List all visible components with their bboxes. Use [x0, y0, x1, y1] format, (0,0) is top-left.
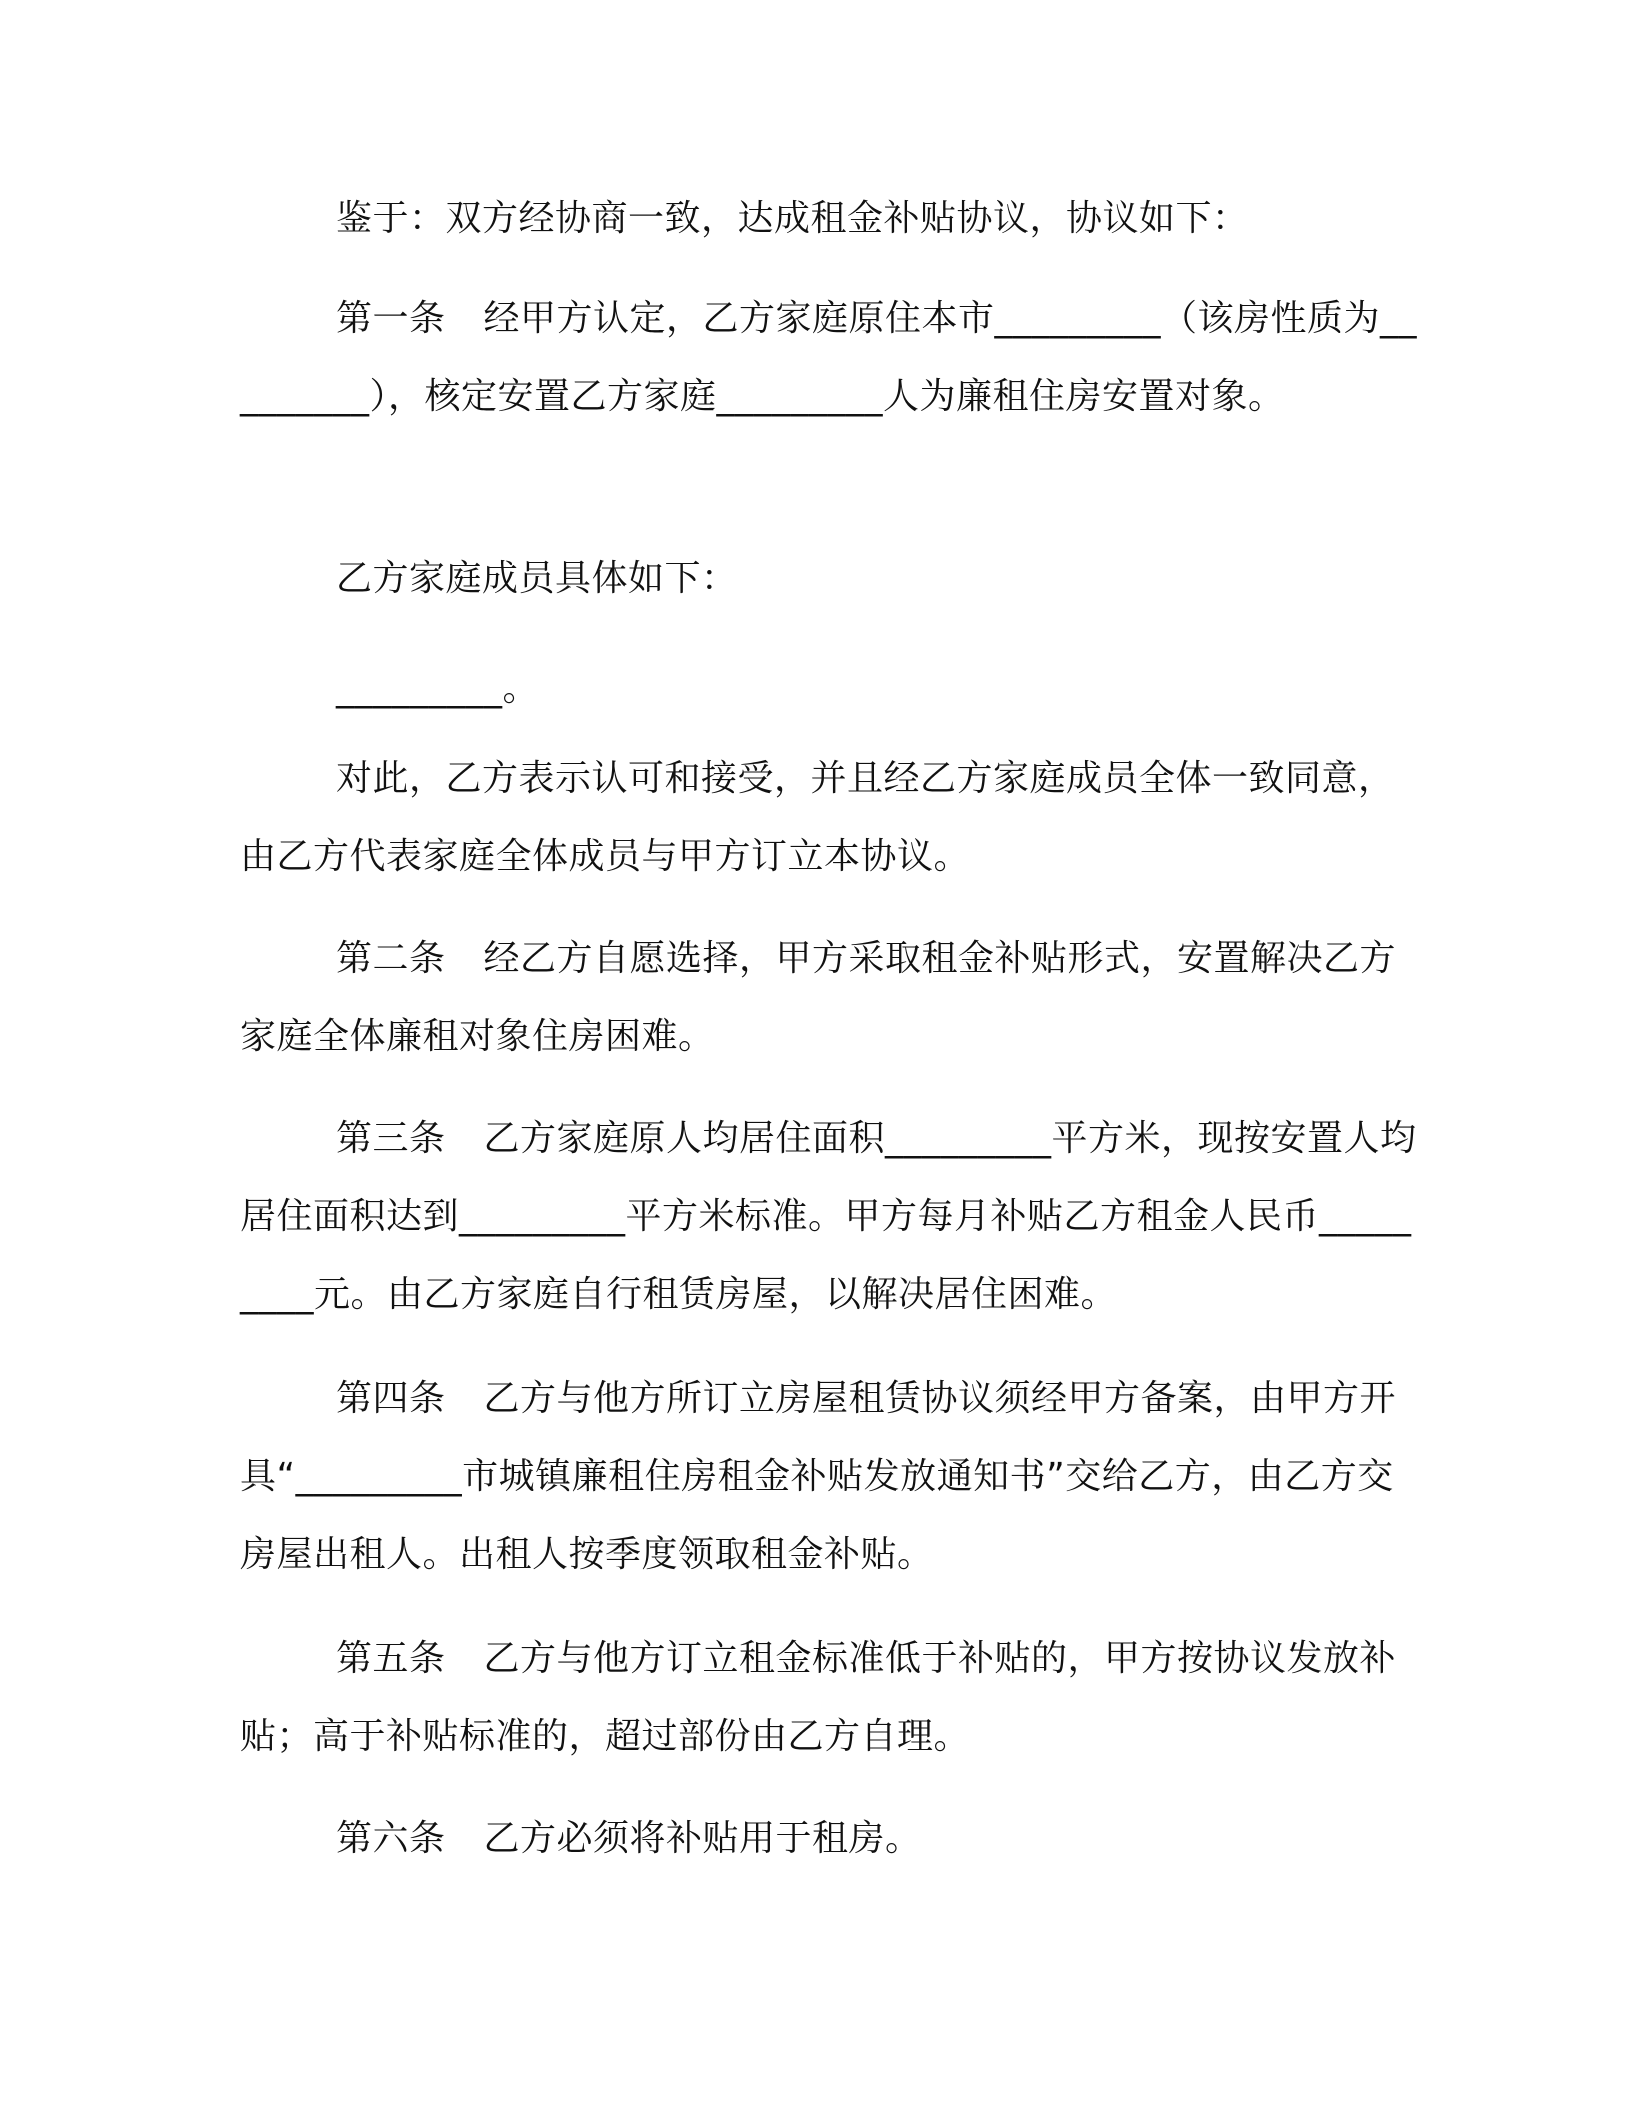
article-6-text: 乙方必须将补贴用于租房。 [483, 1818, 922, 1859]
members-blank-paragraph [240, 650, 1420, 728]
article-2-paragraph [240, 920, 1420, 1076]
preamble-text: 鉴于：双方经协商一致，达成租金补贴协议，协议如下： [336, 198, 1249, 239]
members-blank-text: _________。 [336, 668, 540, 709]
article-6-label: 第六条 [336, 1818, 446, 1859]
article-3-label: 第三条 [336, 1118, 446, 1159]
article-4-text: 乙方与他方所订立房屋租赁协议须经甲方备案，由甲方开具“_________市城镇廉租住房租金补贴发放通知书”交给乙方，由乙方交房屋出租人。出租人按季度领取租金补贴。 [240, 1378, 1397, 1575]
preamble-paragraph [240, 180, 1420, 258]
article-5-text: 乙方与他方订立租金标准低于补贴的，甲方按协议发放补贴；高于补贴标准的，超过部份由乙方自理。 [240, 1638, 1397, 1757]
article-4-label: 第四条 [336, 1378, 446, 1419]
article-5-paragraph [240, 1620, 1420, 1776]
article-1-text: 经甲方认定，乙方家庭原住本市_________（该房性质为_________），核定安置乙方家庭_________人为廉租住房安置对象。 [240, 298, 1418, 417]
article-5-label: 第五条 [336, 1638, 446, 1679]
article-3-text: 乙方家庭原人均居住面积_________平方米，现按安置人均居住面积达到_________平方米标准。甲方每月补贴乙方租金人民币_________元。由乙方家庭自行租赁房屋，以解决居住困难。 [240, 1118, 1417, 1315]
article-1-paragraph [240, 280, 1420, 436]
article-4-paragraph [240, 1360, 1420, 1594]
article-2-label: 第二条 [336, 938, 446, 979]
article-3-paragraph [240, 1100, 1420, 1334]
members-intro-text: 乙方家庭成员具体如下： [336, 558, 738, 599]
article-1-label: 第一条 [336, 298, 446, 339]
consent-text: 对此，乙方表示认可和接受，并且经乙方家庭成员全体一致同意，由乙方代表家庭全体成员与甲方订立本协议。 [240, 758, 1395, 877]
article-6-paragraph [240, 1800, 1420, 1878]
consent-paragraph [240, 740, 1420, 896]
members-intro-paragraph [240, 540, 1420, 618]
article-2-text: 经乙方自愿选择，甲方采取租金补贴形式，安置解决乙方家庭全体廉租对象住房困难。 [240, 938, 1397, 1057]
